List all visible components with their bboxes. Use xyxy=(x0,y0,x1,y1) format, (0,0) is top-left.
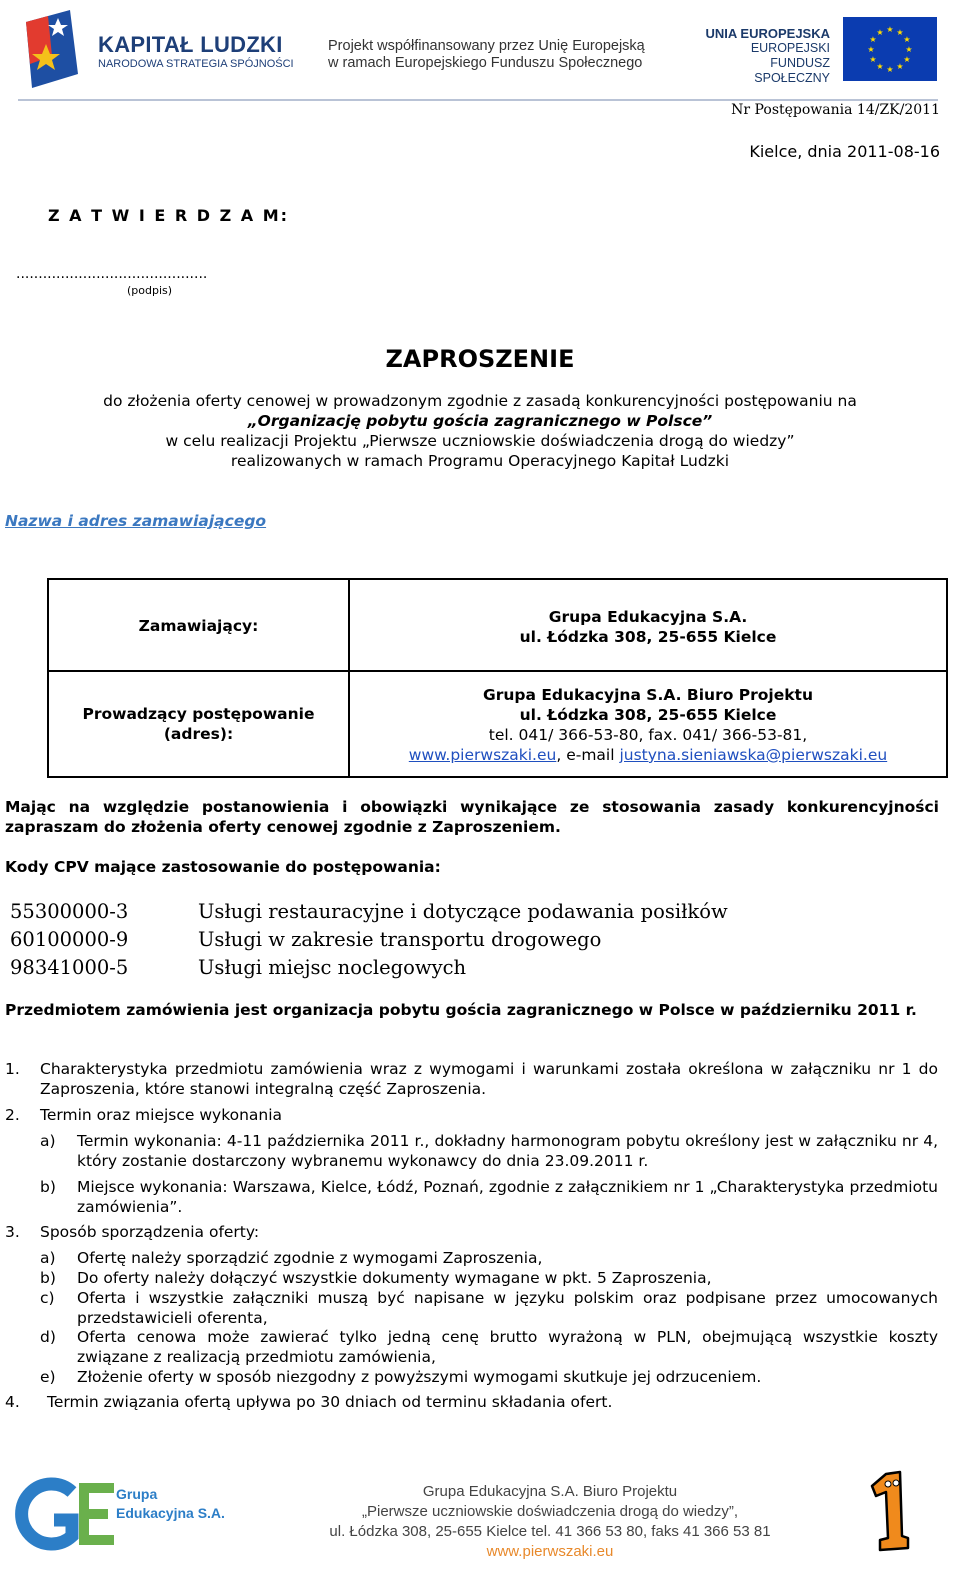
list-number: 2. xyxy=(5,1106,20,1124)
orderer-heading: Nazwa i adres zamawiającego xyxy=(5,512,267,530)
intro-line: do złożenia oferty cenowej w prowadzonym zgodnie z zasadą konkurencyjności postępowaniu na xyxy=(103,392,857,410)
sub-list-item xyxy=(0,1177,960,1217)
eu-label-line-3: FUNDUSZ SPOŁECZNY xyxy=(754,56,830,85)
signature-label: (podpis) xyxy=(127,284,173,297)
sub-list-text: Złożenie oferty w sposób niezgodny z powyższymi wymogami skutkuje jej odrzuceniem. xyxy=(77,1368,762,1386)
approve-label: Z A T W I E R D Z A M: xyxy=(48,206,290,225)
list-number: 3. xyxy=(5,1223,20,1241)
program-title: KAPITAŁ LUDZKI xyxy=(98,32,283,57)
svg-text:★: ★ xyxy=(896,62,904,71)
document-title: ZAPROSZENIE xyxy=(385,345,575,373)
table-row-divider xyxy=(49,670,946,672)
list-text: Sposób sporządzenia oferty: xyxy=(40,1223,260,1241)
intro-line: w celu realizacji Projektu „Pierwsze uczniowskie doświadczenia drogą do wiedzy” xyxy=(165,432,795,450)
svg-text:★: ★ xyxy=(903,35,911,44)
list-item xyxy=(0,1105,960,1125)
conductor-label-line-1: Prowadzący postępowanie xyxy=(82,705,315,723)
footer-website-link[interactable]: www.pierwszaki.eu xyxy=(486,1543,614,1560)
footer-info xyxy=(280,1482,820,1562)
svg-text:★: ★ xyxy=(869,35,877,44)
svg-text:★: ★ xyxy=(905,45,913,54)
sub-list-text: Miejsce wykonania: Warszawa, Kielce, Łódź, Poznań, zgodnie z załącznikiem nr 1 „Charakterystyka przedmiotu zamówienia”. xyxy=(77,1178,938,1216)
sub-list-label: b) xyxy=(40,1269,56,1287)
sub-list-label: a) xyxy=(40,1249,56,1267)
eu-label-line-1: UNIA EUROPEJSKA xyxy=(705,26,830,41)
conductor-name: Grupa Edukacyjna S.A. Biuro Projektu xyxy=(482,686,814,704)
list-text: Termin oraz miejsce wykonania xyxy=(40,1106,283,1124)
sub-list-text: Termin wykonania: 4-11 października 2011 r., dokładny harmonogram pobytu określony jest w załączniku nr 4, który zostanie dostarczony wybranemu wykonawcy do dnia 23.09.2011 r. xyxy=(77,1132,938,1170)
sub-list-item xyxy=(0,1131,960,1171)
header-divider xyxy=(18,99,938,101)
orderer-label: Zamawiający: xyxy=(138,617,259,635)
logo-line-1: Grupa xyxy=(116,1486,158,1502)
sub-list-item xyxy=(0,1367,960,1387)
list-number: 4. xyxy=(5,1393,20,1411)
sub-list-label: d) xyxy=(40,1328,56,1346)
place-date: Kielce, dnia 2011-08-16 xyxy=(749,142,940,161)
list-item xyxy=(0,1059,960,1099)
svg-text:★: ★ xyxy=(886,65,894,74)
conductor-phone: tel. 041/ 366-53-80, fax. 041/ 366-53-81, xyxy=(488,726,808,744)
cpv-description: Usługi miejsc noclegowych xyxy=(198,956,467,979)
sub-list-label: a) xyxy=(40,1132,56,1150)
orderer-name: Grupa Edukacyjna S.A. xyxy=(548,608,748,626)
svg-text:★: ★ xyxy=(903,55,911,64)
orderer-value xyxy=(350,607,946,647)
cofunding-line-1: Projekt współfinansowany przez Unię Europejską xyxy=(328,38,645,54)
website-link[interactable]: www.pierwszaki.eu xyxy=(408,746,557,764)
sub-list-text: Ofertę należy sporządzić zgodnie z wymogami Zaproszenia, xyxy=(77,1249,543,1267)
considering-paragraph: Mając na względzie postanowienia i obowiązki wynikające ze stosowania zasady konkurencyjności zapraszam do złożenia oferty cenowej zgodnie z Zaproszeniem. xyxy=(5,798,939,836)
conductor-label xyxy=(49,704,348,744)
program-subtitle: NARODOWA STRATEGIA SPÓJNOŚCI xyxy=(98,58,294,70)
subject-paragraph: Przedmiotem zamówienia jest organizacja pobytu gościa zagranicznego w Polsce w październiku 2011 r. xyxy=(5,1001,917,1019)
footer-line-3: ul. Łódzka 308, 25-655 Kielce tel. 41 366 53 80, faks 41 366 53 81 xyxy=(329,1523,771,1540)
footer-line-2: „Pierwsze uczniowskie doświadczenia drogą do wiedzy”, xyxy=(361,1503,738,1520)
sub-list-item xyxy=(0,1268,960,1288)
eu-flag-icon xyxy=(843,17,937,81)
eu-label-line-2: EUROPEJSKI xyxy=(750,41,830,55)
sub-list-text: Oferta i wszystkie załączniki muszą być napisane w języku polskim oraz podpisane przez umocowanych przedstawicieli oferenta, xyxy=(77,1289,938,1327)
cofunding-line-2: w ramach Europejskiego Funduszu Społecznego xyxy=(328,55,643,71)
conductor-address: ul. Łódzka 308, 25-655 Kielce xyxy=(519,706,777,724)
sub-list-text: Oferta cenowa może zawierać tylko jedną cenę brutto wyrażoną w PLN, obejmującą wszystkie koszty związane z realizacją przedmiotu zamówienia, xyxy=(77,1328,938,1366)
sub-list-item xyxy=(0,1327,960,1367)
conductor-contact xyxy=(350,745,946,765)
sub-list-label: c) xyxy=(40,1289,55,1307)
svg-text:★: ★ xyxy=(869,55,877,64)
list-text: Termin związania ofertą upływa po 30 dniach od terminu składania ofert. xyxy=(47,1393,613,1411)
svg-text:★: ★ xyxy=(876,62,884,71)
signature-line: ........................................... xyxy=(16,266,208,282)
cpv-description: Usługi w zakresie transportu drogowego xyxy=(198,928,602,951)
list-item xyxy=(0,1392,960,1412)
conductor-value xyxy=(350,685,946,765)
sub-list-label: e) xyxy=(40,1368,56,1386)
orderer-info-table xyxy=(47,578,948,778)
cpv-description: Usługi restauracyjne i dotyczące podawania posiłków xyxy=(198,900,728,923)
sub-list-text: Do oferty należy dołączyć wszystkie dokumenty wymagane w pkt. 5 Zaproszenia, xyxy=(77,1269,712,1287)
mascot-number-one-icon xyxy=(864,1468,914,1554)
svg-text:★: ★ xyxy=(896,28,904,37)
sub-list-item xyxy=(0,1288,960,1328)
intro-line: realizowanych w ramach Programu Operacyjnego Kapitał Ludzki xyxy=(230,452,730,470)
email-link[interactable]: justyna.sieniawska@pierwszaki.eu xyxy=(619,746,888,764)
cpv-code: 60100000-9 xyxy=(10,928,129,951)
page-header xyxy=(0,0,960,100)
conductor-label-line-2: (adres): xyxy=(163,725,234,743)
list-number: 1. xyxy=(5,1060,20,1078)
list-text: Charakterystyka przedmiotu zamówienia wraz z wymogami i warunkami została określona w załączniku nr 1 do Zaproszenia, które stanowi integralną część Zaproszenia. xyxy=(40,1060,938,1098)
cpv-heading: Kody CPV mające zastosowanie do postępowania: xyxy=(5,858,441,876)
case-number: Nr Postępowania 14/ZK/2011 xyxy=(731,102,940,118)
footer-line-1: Grupa Edukacyjna S.A. Biuro Projektu xyxy=(422,1483,678,1500)
eu-label xyxy=(700,26,830,86)
cpv-table xyxy=(10,898,728,982)
cpv-code: 55300000-3 xyxy=(10,900,129,923)
grupa-edukacyjna-name xyxy=(116,1485,225,1523)
email-prefix: , e-mail xyxy=(556,746,620,764)
sub-list-label: b) xyxy=(40,1178,56,1196)
svg-text:★: ★ xyxy=(867,45,875,54)
intro-subject: „Organizację pobytu gościa zagranicznego w Polsce” xyxy=(247,412,713,430)
logo-line-2: Edukacyjna S.A. xyxy=(116,1505,225,1521)
list-item xyxy=(0,1222,960,1242)
svg-text:★: ★ xyxy=(886,25,894,34)
cpv-code: 98341000-5 xyxy=(10,956,129,979)
orderer-address: ul. Łódzka 308, 25-655 Kielce xyxy=(519,628,777,646)
sub-list-item xyxy=(0,1248,960,1268)
cofunding-note xyxy=(328,38,645,72)
svg-text:★: ★ xyxy=(876,28,884,37)
